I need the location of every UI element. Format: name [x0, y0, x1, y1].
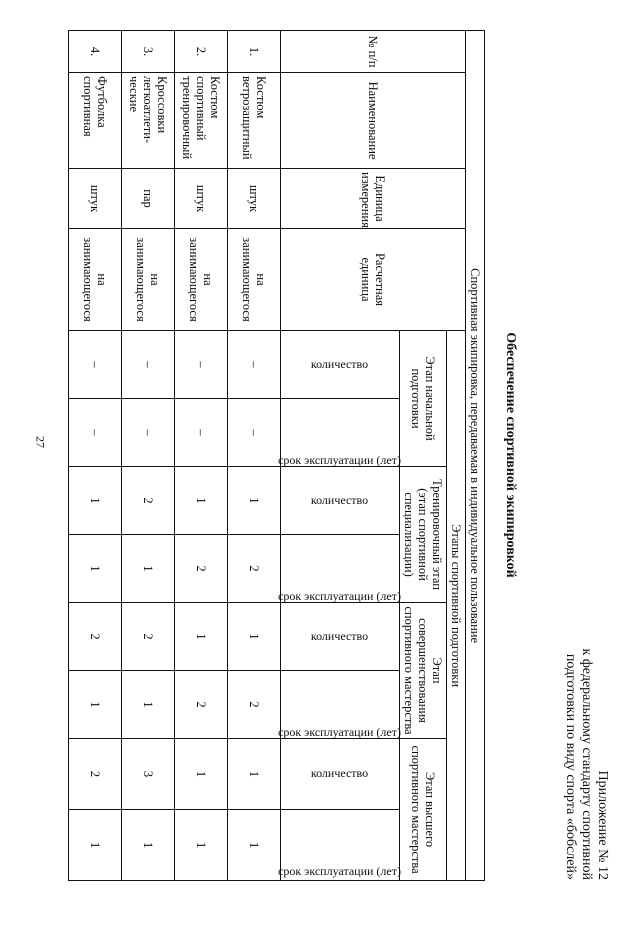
header-stage-higher: Этап высшего спортивного мастерства: [400, 739, 447, 881]
header-name: Наименование: [281, 73, 466, 169]
row-calc-unit: на занимающегося: [175, 229, 228, 331]
row-value: 1: [175, 603, 228, 671]
row-value: 2: [228, 535, 281, 603]
row-value: 1: [122, 810, 175, 881]
row-value: –: [69, 399, 122, 467]
row-value: 1: [69, 671, 122, 739]
appendix-header: [562, 520, 610, 880]
row-value: –: [122, 331, 175, 399]
header-stages: Этапы спортивной подготовки: [447, 331, 466, 881]
row-value: 1: [228, 810, 281, 881]
row-value: 1: [122, 535, 175, 603]
row-calc-unit: на занимающегося: [69, 229, 122, 331]
row-value: –: [122, 399, 175, 467]
row-name: Костюм спортивный тренировочный: [175, 73, 228, 169]
equipment-table: [68, 30, 485, 881]
row-value: 2: [228, 671, 281, 739]
row-value: 1: [69, 535, 122, 603]
row-value: –: [228, 331, 281, 399]
row-calc-unit: на занимающегося: [228, 229, 281, 331]
row-value: 2: [175, 671, 228, 739]
row-value: 2: [69, 739, 122, 810]
header-term-text: срок эксплуатации (лет): [278, 724, 401, 739]
table-top-header: Спортивная экипировка, передаваемая в индивидуальное пользование: [466, 31, 485, 881]
row-unit: штук: [69, 169, 122, 229]
row-value: 3: [122, 739, 175, 810]
header-term: [278, 535, 401, 603]
row-value: 1: [228, 739, 281, 810]
table-row: [228, 31, 281, 881]
header-stage-training: Тренировочный этап (этап спортивной специализации): [400, 467, 447, 603]
document-title: Обеспечение спортивной экипировкой: [503, 332, 518, 578]
header-qty-text: количество: [310, 766, 369, 781]
header-term-text: срок эксплуатации (лет): [278, 588, 401, 603]
appendix-sport: подготовки по виду спорта «бобслей»: [563, 653, 578, 880]
row-value: 1: [175, 739, 228, 810]
appendix-number: Приложение № 12: [595, 770, 610, 880]
header-term: [278, 399, 401, 467]
row-calc-unit: на занимающегося: [122, 229, 175, 331]
row-unit: штук: [175, 169, 228, 229]
row-number: 1.: [228, 31, 281, 73]
row-number: 4.: [69, 31, 122, 73]
row-name: Футболка спортивная: [69, 73, 122, 169]
row-name: Кроссовки легкоатлети-ческие: [122, 73, 175, 169]
appendix-standard: к федеральному стандарту спортивной: [579, 648, 594, 880]
header-qty: [281, 739, 400, 810]
row-value: –: [175, 331, 228, 399]
row-value: 1: [228, 467, 281, 535]
header-term: [278, 671, 401, 739]
header-term: [278, 810, 401, 881]
row-value: 1: [69, 467, 122, 535]
header-qty: [281, 467, 400, 535]
row-value: –: [228, 399, 281, 467]
header-qty-text: количество: [310, 628, 369, 643]
row-unit: штук: [228, 169, 281, 229]
header-qty: [281, 331, 400, 399]
header-qty-text: количество: [310, 356, 369, 371]
table-row: [175, 31, 228, 881]
table-row: [122, 31, 175, 881]
table-row: [69, 31, 122, 881]
row-value: –: [175, 399, 228, 467]
row-value: 2: [175, 535, 228, 603]
row-number: 2.: [175, 31, 228, 73]
header-qty: [281, 603, 400, 671]
header-number: № п/п: [281, 31, 466, 73]
header-stage-improvement: Этап совершенствования спортивного мастерства: [400, 603, 447, 739]
header-unit: Единица измерения: [281, 169, 466, 229]
row-value: 2: [122, 603, 175, 671]
header-term-text: срок эксплуатации (лет): [278, 863, 401, 878]
row-value: 1: [69, 810, 122, 881]
row-value: 1: [122, 671, 175, 739]
row-value: 1: [175, 467, 228, 535]
page-number: 27: [33, 436, 48, 448]
row-value: –: [69, 331, 122, 399]
header-stage-initial: Этап начальной подготовки: [400, 331, 447, 467]
row-value: 2: [122, 467, 175, 535]
row-unit: пар: [122, 169, 175, 229]
row-number: 3.: [122, 31, 175, 73]
header-calc-unit: Расчетная единица: [281, 229, 466, 331]
row-value: 1: [228, 603, 281, 671]
row-name: Костюм ветрозащитный: [228, 73, 281, 169]
row-value: 2: [69, 603, 122, 671]
row-value: 1: [175, 810, 228, 881]
header-qty-text: количество: [310, 492, 369, 507]
document-content: [50, 30, 610, 880]
header-term-text: срок эксплуатации (лет): [278, 452, 401, 467]
